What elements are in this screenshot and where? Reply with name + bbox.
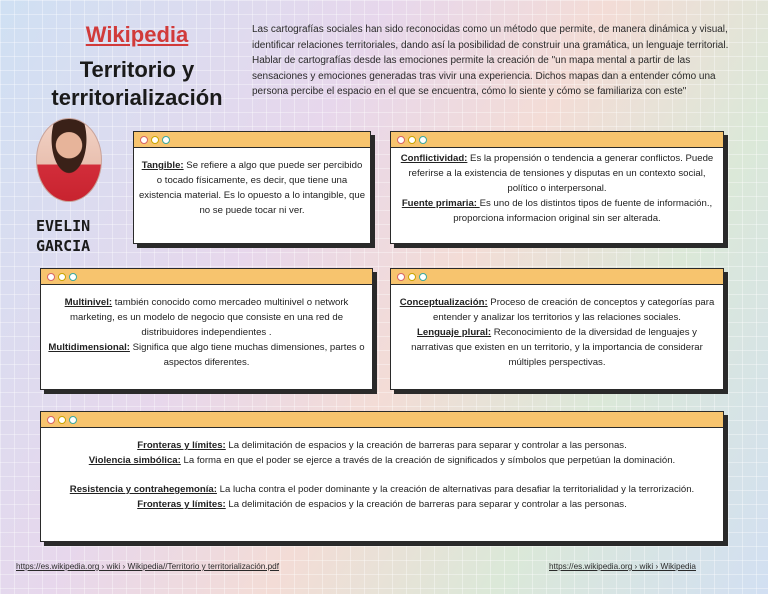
circle-icon xyxy=(47,273,55,281)
term-resistencia: Resistencia y contrahegemonía: xyxy=(69,484,217,495)
term-fuente-primaria: Fuente primaria: xyxy=(401,198,480,209)
circle-icon xyxy=(408,136,416,144)
circle-icon xyxy=(419,136,427,144)
wikipedia-link[interactable]: Wikipedia xyxy=(85,22,189,47)
card-multinivel xyxy=(40,268,373,390)
author-name xyxy=(36,216,116,256)
circle-icon xyxy=(69,273,77,281)
circle-icon xyxy=(151,136,159,144)
definition-conceptualizacion: Proceso de creación de conceptos y categorías para entender y analizar los territorios y las relaciones sociales. xyxy=(433,297,715,323)
circle-icon xyxy=(397,136,405,144)
circle-icon xyxy=(58,273,66,281)
card-tangible xyxy=(133,131,371,244)
footer-left-suffix: //Territorio y territorialización.pdf xyxy=(162,562,280,571)
intro-paragraph: Las cartografías sociales han sido reconocidas como un método que permite, de manera dinámica y visual, identificar relaciones territoriales, dando así la posibilidad de construir una gramática, un lenguaje territorial. Hablar de cartografías desde las emociones permite la creación de "un mapa mental a partir de las sensaciones y emociones generadas tras vivir una experiencia. Dichos mapas dan a entender cómo una persona percibe el espacio en el que se encuentra, cómo lo siente y cómo se familiariza con este" xyxy=(252,24,729,98)
card-fronteras xyxy=(40,411,724,542)
title-line-2: territorialización xyxy=(51,85,223,110)
term-conflictividad: Conflictividad: xyxy=(400,153,468,164)
spacer xyxy=(45,468,719,482)
definition-lenguaje-plural: Reconocimiento de la diversidad de lenguajes y narrativas que existen en un territorio, y la importancia de considerar múltiples perspectivas. xyxy=(411,327,703,368)
card-body xyxy=(41,285,372,376)
card-body xyxy=(134,148,370,224)
term-fronteras-repeat: Fronteras y límites: xyxy=(137,499,226,510)
footer-source-right[interactable]: https://es.wikipedia.org › wiki › Wikipedia xyxy=(549,562,696,571)
window-bar xyxy=(134,132,370,148)
term-violencia-simbolica: Violencia simbólica: xyxy=(88,455,181,466)
page-title xyxy=(40,56,234,112)
definition-fuente-primaria: Es uno de los distintos tipos de fuente de información., proporciona informacion original sin ser alterada. xyxy=(453,198,713,224)
card-body xyxy=(391,285,723,376)
definition-violencia-simbolica: La forma en que el poder se ejerce a través de la creación de significados y símbolos que perpetúan la dominación. xyxy=(180,455,676,466)
card-body xyxy=(41,428,723,518)
circle-icon xyxy=(162,136,170,144)
term-conceptualizacion: Conceptualización: xyxy=(399,297,488,308)
footer-left-link[interactable]: https://es.wikipedia.org › wiki › Wikipedia xyxy=(16,562,163,571)
circle-icon xyxy=(408,273,416,281)
author-last-name: GARCIA xyxy=(36,237,91,255)
term-multinivel: Multinivel: xyxy=(64,297,113,308)
title-line-1: Territorio y xyxy=(79,57,195,82)
window-bar xyxy=(41,412,723,428)
definition-multinivel: también conocido como mercadeo multinivel o network marketing, es un modelo de negocio que consiste en una red de distribuidores independientes . xyxy=(69,297,349,338)
definition-conflictividad: Es la propensión o tendencia a generar conflictos. Puede referirse a la existencia de tensiones y disputas en un contexto social, político o interpersonal. xyxy=(408,153,714,194)
avatar xyxy=(36,118,102,202)
window-bar xyxy=(391,269,723,285)
definition-fronteras: La delimitación de espacios y la creación de barreras para separar y controlar a las personas. xyxy=(225,440,627,451)
card-conflictividad xyxy=(390,131,724,244)
circle-icon xyxy=(397,273,405,281)
window-bar xyxy=(391,132,723,148)
author-first-name: EVELIN xyxy=(36,217,91,235)
circle-icon xyxy=(69,416,77,424)
footer-source-left[interactable] xyxy=(16,562,279,571)
definition-multidimensional: Significa que algo tiene muchas dimensiones, partes o aspectos diferentes. xyxy=(129,342,365,368)
window-bar xyxy=(41,269,372,285)
card-conceptualizacion xyxy=(390,268,724,390)
circle-icon xyxy=(419,273,427,281)
definition-tangible: Se refiere a algo que puede ser percibido o tocado físicamente, es decir, que tiene una existencia material. Es lo opuesto a lo intangible, que no se puede tocar ni ver. xyxy=(138,160,366,216)
circle-icon xyxy=(58,416,66,424)
term-lenguaje-plural: Lenguaje plural: xyxy=(417,327,492,338)
term-multidimensional: Multidimensional: xyxy=(48,342,130,353)
circle-icon xyxy=(47,416,55,424)
definition-fronteras-repeat: La delimitación de espacios y la creación de barreras para separar y controlar a las personas. xyxy=(225,499,627,510)
term-fronteras: Fronteras y límites: xyxy=(137,440,226,451)
card-body xyxy=(391,148,723,232)
definition-resistencia: La lucha contra el poder dominante y la creación de alternativas para desafiar la territorialidad y la terrorización. xyxy=(216,484,695,495)
term-tangible: Tangible: xyxy=(141,160,184,171)
circle-icon xyxy=(140,136,148,144)
